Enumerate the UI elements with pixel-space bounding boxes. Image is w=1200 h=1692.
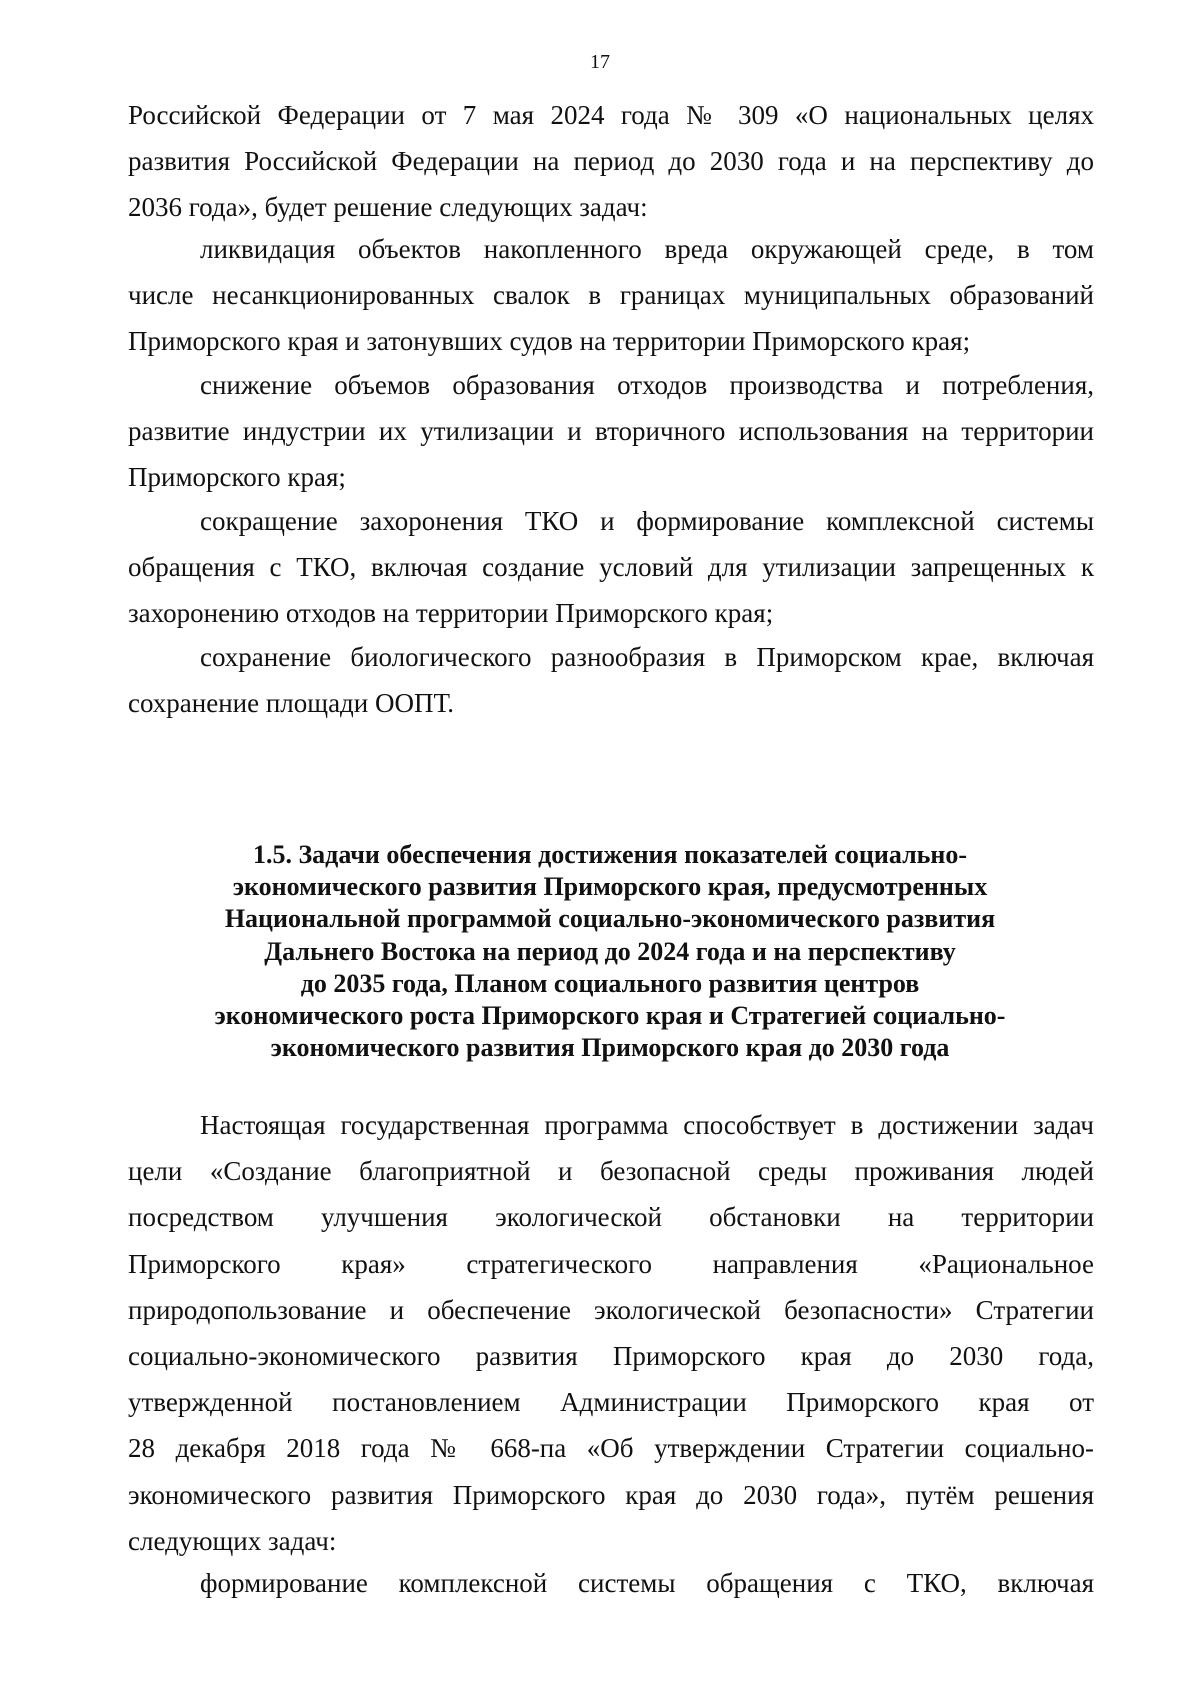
body-line: экономического развития Приморского края до 2030 года», путём решения	[128, 1479, 1094, 1510]
body-line: утвержденной постановлением Администрации Приморского края от	[128, 1387, 1094, 1418]
heading-line: 1.5. Задачи обеспечения достижения показателей социально-	[252, 840, 968, 869]
heading-line: экономического роста Приморского края и Стратегией социально-	[214, 1000, 1006, 1030]
intro-line: 2036 года», будет решение следующих задач:	[128, 192, 648, 223]
body-line: Приморского края» стратегического направления «Рациональное	[128, 1248, 1094, 1279]
task-line: Приморского края;	[128, 462, 346, 493]
task-line: сокращение захоронения ТКО и формирование комплексной системы	[200, 506, 1094, 536]
heading-line: Дальнего Востока на период до 2024 года и на перспективу	[264, 936, 956, 966]
heading-line: Национальной программой социально-экономического развития	[224, 904, 996, 934]
body-line: цели «Создание благоприятной и безопасной среды проживания людей	[128, 1156, 1094, 1187]
task-line: ликвидация объектов накопленного вреда окружающей среде, в том	[200, 234, 1094, 264]
body-paragraph	[128, 1102, 1094, 1564]
task-line: Приморского края и затонувших судов на территории Приморского края;	[128, 326, 971, 357]
task-line: сохранение площади ООПТ.	[128, 688, 455, 719]
task-paragraph	[128, 634, 1094, 726]
heading-line: до 2035 года, Планом социального развития центров	[300, 968, 920, 998]
task-paragraph	[128, 498, 1094, 637]
body-line: следующих задач:	[128, 1525, 337, 1556]
task-paragraph	[128, 1560, 1094, 1606]
section-heading	[140, 839, 1080, 1064]
intro-paragraph	[128, 92, 1094, 231]
intro-line: Российской Федерации от 7 мая 2024 года № 309 «О национальных целях	[128, 100, 1094, 130]
heading-line: экономического развития Приморского края до 2030 года	[270, 1033, 950, 1063]
task-line: сохранение биологического разнообразия в Приморском крае, включая	[200, 642, 1094, 672]
body-line: социально-экономического развития Приморского края до 2030 года,	[128, 1340, 1094, 1371]
body-line: Настоящая государственная программа способствует в достижении задач	[200, 1110, 1094, 1140]
task-line: формирование комплексной системы обращения с ТКО, включая	[200, 1568, 1094, 1598]
page-number: 17	[590, 51, 610, 73]
heading-line: экономического развития Приморского края, предусмотренных	[232, 872, 988, 902]
task-paragraph	[128, 226, 1094, 365]
task-line: снижение объемов образования отходов производства и потребления,	[200, 370, 1094, 400]
task-line: числе несанкционированных свалок в границах муниципальных образований	[128, 280, 1094, 311]
task-paragraph	[128, 362, 1094, 501]
task-line: захоронению отходов на территории Приморского края;	[128, 598, 774, 629]
body-line: природопользование и обеспечение экологической безопасности» Стратегии	[128, 1294, 1094, 1325]
task-line: развитие индустрии их утилизации и вторичного использования на территории	[128, 416, 1094, 447]
body-line: посредством улучшения экологической обстановки на территории	[128, 1202, 1094, 1233]
task-line: обращения с ТКО, включая создание условий для утилизации запрещенных к	[128, 552, 1094, 583]
intro-line: развития Российской Федерации на период до 2030 года и на перспективу до	[128, 146, 1094, 177]
body-line: 28 декабря 2018 года № 668-па «Об утверждении Стратегии социально-	[128, 1433, 1094, 1464]
